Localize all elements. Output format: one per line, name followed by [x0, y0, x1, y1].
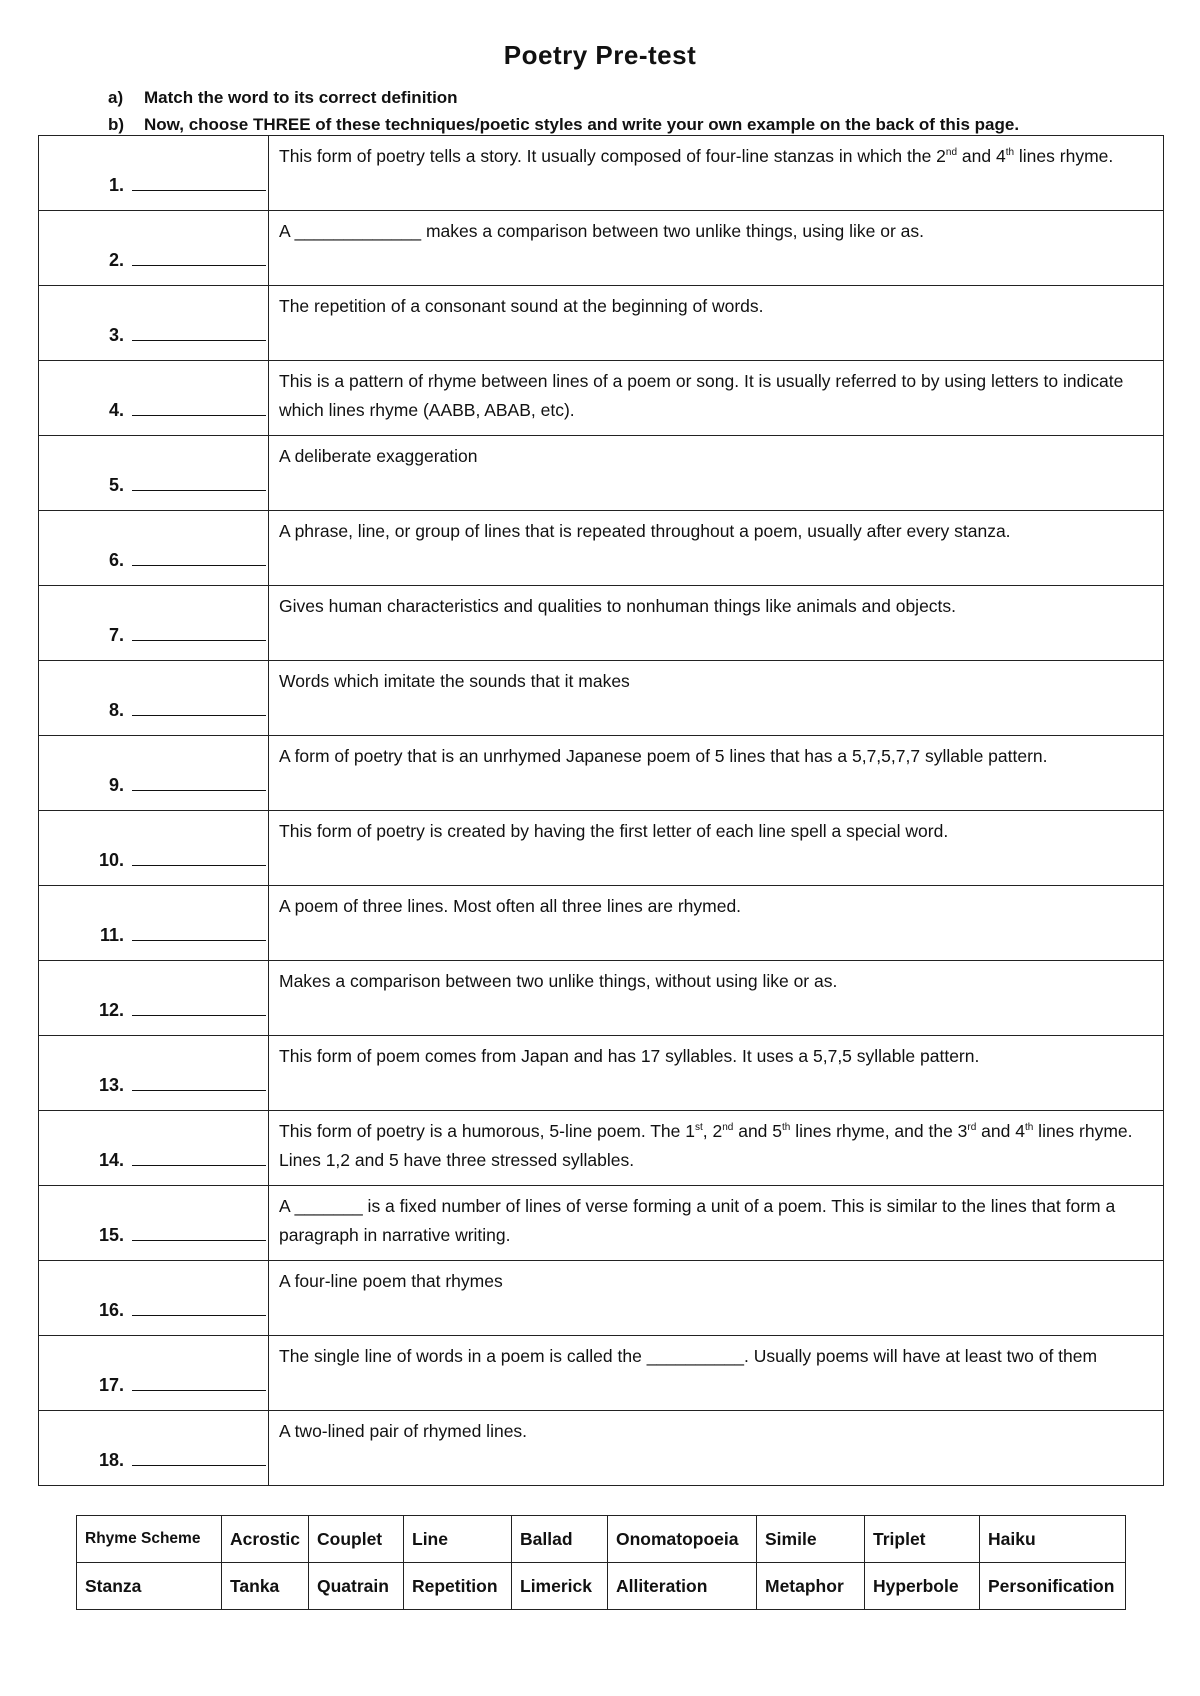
instruction-text: Match the word to its correct definition	[144, 88, 458, 107]
question-number: 15.	[98, 1225, 124, 1245]
definition-cell	[269, 811, 1164, 886]
question-number: 7.	[108, 625, 124, 645]
answer-cell	[39, 1036, 269, 1111]
definition-cell	[269, 1111, 1164, 1186]
question-row	[39, 1336, 1164, 1411]
instruction-item	[108, 84, 1019, 111]
answer-blank-line[interactable]	[132, 853, 266, 866]
question-number: 8.	[108, 700, 124, 720]
definition-cell	[269, 886, 1164, 961]
question-number: 13.	[98, 1075, 124, 1095]
answer-cell	[39, 361, 269, 436]
answer-blank-line[interactable]	[132, 928, 266, 941]
question-row	[39, 661, 1164, 736]
word-bank-term: Hyperbole	[865, 1563, 980, 1610]
answer-cell	[39, 811, 269, 886]
answer-blank-line[interactable]	[132, 1003, 266, 1016]
question-row	[39, 586, 1164, 661]
answer-slot	[86, 475, 266, 496]
answer-blank-line[interactable]	[132, 1453, 266, 1466]
answer-cell	[39, 1261, 269, 1336]
answer-cell	[39, 211, 269, 286]
word-bank-term: Tanka	[222, 1563, 309, 1610]
answer-slot	[86, 1300, 266, 1321]
instructions-list	[108, 84, 1019, 138]
answer-slot	[86, 1150, 266, 1171]
question-row	[39, 1411, 1164, 1486]
word-bank-term: Quatrain	[309, 1563, 404, 1610]
word-bank-row	[77, 1563, 1126, 1610]
question-row	[39, 1186, 1164, 1261]
definition-cell	[269, 211, 1164, 286]
definition-cell	[269, 286, 1164, 361]
answer-cell	[39, 436, 269, 511]
definition-cell	[269, 436, 1164, 511]
instruction-marker: b)	[108, 115, 125, 134]
question-number: 14.	[98, 1150, 124, 1170]
definition-text: A _____________ makes a comparison between two unlike things, using like or as.	[279, 221, 924, 241]
definition-cell	[269, 961, 1164, 1036]
word-bank-row	[77, 1516, 1126, 1563]
answer-slot	[86, 850, 266, 871]
question-number: 10.	[98, 850, 124, 870]
definition-text: A deliberate exaggeration	[279, 446, 478, 466]
answer-cell	[39, 1411, 269, 1486]
question-row	[39, 436, 1164, 511]
definition-cell	[269, 136, 1164, 211]
answer-slot	[86, 400, 266, 421]
word-bank-term: Alliteration	[608, 1563, 757, 1610]
question-row	[39, 361, 1164, 436]
definition-cell	[269, 361, 1164, 436]
answer-blank-line[interactable]	[132, 703, 266, 716]
definition-text: Makes a comparison between two unlike things, without using like or as.	[279, 971, 838, 991]
question-row	[39, 1261, 1164, 1336]
question-row	[39, 511, 1164, 586]
page-title: Poetry Pre-test	[503, 40, 697, 70]
answer-cell	[39, 1336, 269, 1411]
answer-slot	[86, 925, 266, 946]
definition-text: This is a pattern of rhyme between lines of a poem or song. It is usually referred to by using letters to indicate which lines rhyme (AABB, ABAB, etc).	[279, 371, 1124, 420]
answer-slot	[86, 625, 266, 646]
word-bank-term: Limerick	[512, 1563, 608, 1610]
definition-cell	[269, 736, 1164, 811]
answer-cell	[39, 136, 269, 211]
question-table	[38, 135, 1164, 1486]
question-number: 1.	[108, 175, 124, 195]
definition-cell	[269, 1261, 1164, 1336]
answer-cell	[39, 961, 269, 1036]
answer-blank-line[interactable]	[132, 178, 266, 191]
question-number: 3.	[108, 325, 124, 345]
word-bank-term: Acrostic	[222, 1516, 309, 1563]
definition-cell	[269, 661, 1164, 736]
answer-slot	[86, 1450, 266, 1471]
answer-blank-line[interactable]	[132, 1078, 266, 1091]
definition-text: Gives human characteristics and qualities to nonhuman things like animals and objects.	[279, 596, 957, 616]
instruction-text: Now, choose THREE of these techniques/poetic styles and write your own example on the back of this page.	[144, 115, 1020, 134]
instruction-item	[108, 111, 1019, 138]
word-bank-term: Repetition	[404, 1563, 512, 1610]
answer-slot	[86, 550, 266, 571]
definition-text: This form of poetry tells a story. It usually composed of four-line stanzas in which the 2nd and 4th lines rhyme.	[279, 146, 1114, 166]
answer-slot	[86, 250, 266, 271]
definition-text: Words which imitate the sounds that it makes	[279, 671, 630, 691]
answer-blank-line[interactable]	[132, 328, 266, 341]
answer-blank-line[interactable]	[132, 628, 266, 641]
definition-text: A _______ is a fixed number of lines of verse forming a unit of a poem. This is similar to the lines that form a paragraph in narrative writing.	[279, 1196, 1116, 1245]
word-bank-term: Onomatopoeia	[608, 1516, 757, 1563]
definition-cell	[269, 1036, 1164, 1111]
word-bank-term: Personification	[980, 1563, 1126, 1610]
word-bank-term: Simile	[757, 1516, 865, 1563]
definition-text: A phrase, line, or group of lines that is repeated throughout a poem, usually after every stanza.	[279, 521, 1011, 541]
word-bank-term: Stanza	[77, 1563, 222, 1610]
answer-cell	[39, 1111, 269, 1186]
question-row	[39, 811, 1164, 886]
answer-blank-line[interactable]	[132, 1378, 266, 1391]
answer-blank-line[interactable]	[132, 1153, 266, 1166]
question-row	[39, 886, 1164, 961]
question-row	[39, 211, 1164, 286]
definition-text: A form of poetry that is an unrhymed Japanese poem of 5 lines that has a 5,7,5,7,7 syllable pattern.	[279, 746, 1048, 766]
definition-cell	[269, 511, 1164, 586]
answer-cell	[39, 736, 269, 811]
answer-cell	[39, 511, 269, 586]
word-bank-term: Rhyme Scheme	[77, 1516, 222, 1563]
definition-text: A two-lined pair of rhymed lines.	[279, 1421, 528, 1441]
question-row	[39, 736, 1164, 811]
answer-slot	[86, 775, 266, 796]
word-bank-term: Couplet	[309, 1516, 404, 1563]
definition-cell	[269, 586, 1164, 661]
word-bank-term: Ballad	[512, 1516, 608, 1563]
definition-text: A four-line poem that rhymes	[279, 1271, 503, 1291]
word-bank-term: Line	[404, 1516, 512, 1563]
question-row	[39, 1111, 1164, 1186]
word-bank-table	[76, 1515, 1126, 1610]
question-number: 18.	[98, 1450, 124, 1470]
question-number: 6.	[108, 550, 124, 570]
answer-slot	[86, 700, 266, 721]
question-number: 2.	[108, 250, 124, 270]
answer-cell	[39, 586, 269, 661]
definition-text: This form of poetry is created by having the first letter of each line spell a special word.	[279, 821, 949, 841]
answer-blank-line[interactable]	[132, 1228, 266, 1241]
question-row	[39, 136, 1164, 211]
word-bank-term: Haiku	[980, 1516, 1126, 1563]
question-row	[39, 286, 1164, 361]
question-number: 5.	[108, 475, 124, 495]
answer-blank-line[interactable]	[132, 253, 266, 266]
question-number: 17.	[98, 1375, 124, 1395]
question-number: 16.	[98, 1300, 124, 1320]
answer-blank-line[interactable]	[132, 1303, 266, 1316]
answer-slot	[86, 325, 266, 346]
definition-cell	[269, 1186, 1164, 1261]
answer-slot	[86, 1000, 266, 1021]
question-number: 9.	[108, 775, 124, 795]
answer-blank-line[interactable]	[132, 778, 266, 791]
definition-cell	[269, 1336, 1164, 1411]
instruction-marker: a)	[108, 88, 124, 107]
answer-blank-line[interactable]	[132, 553, 266, 566]
question-row	[39, 961, 1164, 1036]
answer-cell	[39, 886, 269, 961]
answer-slot	[86, 1225, 266, 1246]
answer-slot	[86, 1375, 266, 1396]
word-bank-term: Triplet	[865, 1516, 980, 1563]
word-bank-term: Metaphor	[757, 1563, 865, 1610]
question-number: 11.	[99, 925, 124, 945]
definition-text: A poem of three lines. Most often all three lines are rhymed.	[279, 896, 742, 916]
answer-slot	[86, 175, 266, 196]
definition-text: This form of poetry is a humorous, 5-line poem. The 1st, 2nd and 5th lines rhyme, and the 3rd and 4th lines rhyme. Lines 1,2 and 5 have three stressed syllables.	[279, 1121, 1133, 1170]
answer-cell	[39, 661, 269, 736]
definition-text: The single line of words in a poem is called the __________. Usually poems will have at least two of them	[279, 1346, 1098, 1366]
answer-slot	[86, 1075, 266, 1096]
answer-cell	[39, 1186, 269, 1261]
definition-text: This form of poem comes from Japan and has 17 syllables. It uses a 5,7,5 syllable pattern.	[279, 1046, 980, 1066]
question-number: 12.	[98, 1000, 124, 1020]
question-number: 4.	[108, 400, 124, 420]
answer-blank-line[interactable]	[132, 478, 266, 491]
question-row	[39, 1036, 1164, 1111]
answer-blank-line[interactable]	[132, 403, 266, 416]
definition-cell	[269, 1411, 1164, 1486]
answer-cell	[39, 286, 269, 361]
definition-text: The repetition of a consonant sound at the beginning of words.	[279, 296, 764, 316]
